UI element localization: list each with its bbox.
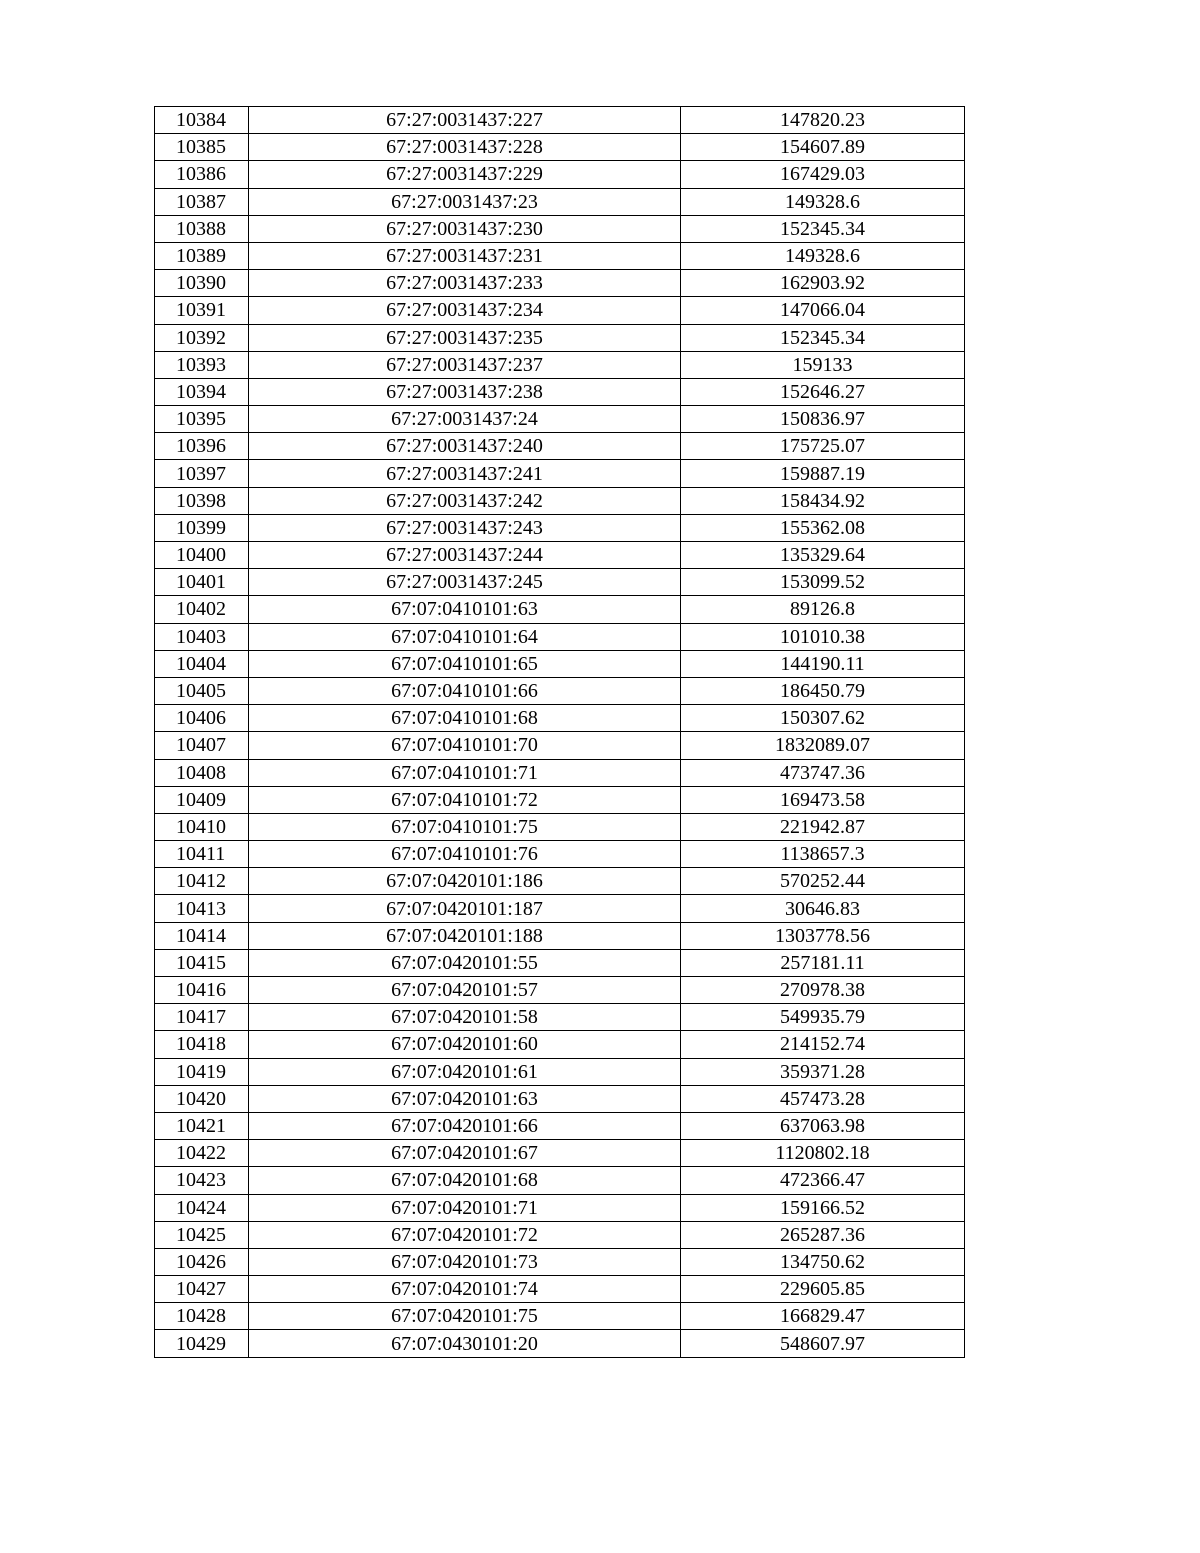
cadastral-value-cell: 257181.11 bbox=[681, 949, 965, 976]
row-number-cell: 10423 bbox=[155, 1167, 249, 1194]
cadastral-value-cell: 150307.62 bbox=[681, 705, 965, 732]
cadastral-value-cell: 153099.52 bbox=[681, 569, 965, 596]
cadastral-number-cell: 67:27:0031437:230 bbox=[249, 215, 681, 242]
row-number-cell: 10385 bbox=[155, 134, 249, 161]
row-number-cell: 10392 bbox=[155, 324, 249, 351]
row-number-cell: 10427 bbox=[155, 1276, 249, 1303]
cadastral-number-cell: 67:07:0420101:68 bbox=[249, 1167, 681, 1194]
cadastral-value-cell: 144190.11 bbox=[681, 650, 965, 677]
table-row bbox=[155, 1058, 965, 1085]
cadastral-value-cell: 147820.23 bbox=[681, 107, 965, 134]
table-row bbox=[155, 732, 965, 759]
row-number-cell: 10400 bbox=[155, 542, 249, 569]
cadastral-value-cell: 221942.87 bbox=[681, 813, 965, 840]
row-number-cell: 10416 bbox=[155, 977, 249, 1004]
row-number-cell: 10424 bbox=[155, 1194, 249, 1221]
cadastral-value-cell: 169473.58 bbox=[681, 786, 965, 813]
row-number-cell: 10406 bbox=[155, 705, 249, 732]
cadastral-value-cell: 152345.34 bbox=[681, 324, 965, 351]
cadastral-number-cell: 67:07:0420101:61 bbox=[249, 1058, 681, 1085]
cadastral-number-cell: 67:27:0031437:241 bbox=[249, 460, 681, 487]
row-number-cell: 10387 bbox=[155, 188, 249, 215]
cadastral-value-cell: 214152.74 bbox=[681, 1031, 965, 1058]
cadastral-number-cell: 67:27:0031437:227 bbox=[249, 107, 681, 134]
cadastral-number-cell: 67:07:0420101:188 bbox=[249, 922, 681, 949]
row-number-cell: 10429 bbox=[155, 1330, 249, 1357]
cadastral-number-cell: 67:27:0031437:240 bbox=[249, 433, 681, 460]
cadastral-number-cell: 67:27:0031437:231 bbox=[249, 242, 681, 269]
cadastral-value-cell: 149328.6 bbox=[681, 242, 965, 269]
cadastral-value-cell: 549935.79 bbox=[681, 1004, 965, 1031]
row-number-cell: 10407 bbox=[155, 732, 249, 759]
row-number-cell: 10420 bbox=[155, 1085, 249, 1112]
table-row bbox=[155, 542, 965, 569]
row-number-cell: 10426 bbox=[155, 1248, 249, 1275]
row-number-cell: 10425 bbox=[155, 1221, 249, 1248]
row-number-cell: 10409 bbox=[155, 786, 249, 813]
cadastral-number-cell: 67:07:0410101:71 bbox=[249, 759, 681, 786]
cadastral-number-cell: 67:27:0031437:238 bbox=[249, 378, 681, 405]
cadastral-value-cell: 167429.03 bbox=[681, 161, 965, 188]
cadastral-value-cell: 162903.92 bbox=[681, 270, 965, 297]
cadastral-number-cell: 67:07:0420101:63 bbox=[249, 1085, 681, 1112]
table-row bbox=[155, 650, 965, 677]
row-number-cell: 10401 bbox=[155, 569, 249, 596]
table-row bbox=[155, 1112, 965, 1139]
cadastral-number-cell: 67:07:0420101:187 bbox=[249, 895, 681, 922]
table-row bbox=[155, 623, 965, 650]
table-row bbox=[155, 215, 965, 242]
cadastral-number-cell: 67:07:0420101:73 bbox=[249, 1248, 681, 1275]
table-row bbox=[155, 895, 965, 922]
cadastral-value-table bbox=[154, 106, 965, 1358]
cadastral-number-cell: 67:07:0420101:66 bbox=[249, 1112, 681, 1139]
table-row bbox=[155, 242, 965, 269]
cadastral-value-cell: 175725.07 bbox=[681, 433, 965, 460]
cadastral-value-cell: 154607.89 bbox=[681, 134, 965, 161]
cadastral-number-cell: 67:07:0420101:71 bbox=[249, 1194, 681, 1221]
table-row bbox=[155, 759, 965, 786]
table-row bbox=[155, 841, 965, 868]
table-row bbox=[155, 786, 965, 813]
row-number-cell: 10405 bbox=[155, 677, 249, 704]
cadastral-value-cell: 1120802.18 bbox=[681, 1140, 965, 1167]
table-row bbox=[155, 596, 965, 623]
table-row bbox=[155, 188, 965, 215]
table-row bbox=[155, 324, 965, 351]
cadastral-number-cell: 67:27:0031437:235 bbox=[249, 324, 681, 351]
row-number-cell: 10398 bbox=[155, 487, 249, 514]
row-number-cell: 10389 bbox=[155, 242, 249, 269]
table-row bbox=[155, 270, 965, 297]
table-row bbox=[155, 922, 965, 949]
table-row bbox=[155, 1330, 965, 1357]
cadastral-value-cell: 473747.36 bbox=[681, 759, 965, 786]
cadastral-value-cell: 152345.34 bbox=[681, 215, 965, 242]
table-row bbox=[155, 813, 965, 840]
table-row bbox=[155, 1276, 965, 1303]
table-row bbox=[155, 569, 965, 596]
table-row bbox=[155, 161, 965, 188]
cadastral-value-cell: 1138657.3 bbox=[681, 841, 965, 868]
row-number-cell: 10418 bbox=[155, 1031, 249, 1058]
cadastral-value-cell: 1832089.07 bbox=[681, 732, 965, 759]
row-number-cell: 10394 bbox=[155, 378, 249, 405]
table-row bbox=[155, 949, 965, 976]
cadastral-value-cell: 89126.8 bbox=[681, 596, 965, 623]
table-row bbox=[155, 1085, 965, 1112]
cadastral-value-cell: 147066.04 bbox=[681, 297, 965, 324]
cadastral-value-cell: 159887.19 bbox=[681, 460, 965, 487]
cadastral-value-cell: 134750.62 bbox=[681, 1248, 965, 1275]
row-number-cell: 10388 bbox=[155, 215, 249, 242]
row-number-cell: 10403 bbox=[155, 623, 249, 650]
cadastral-number-cell: 67:27:0031437:23 bbox=[249, 188, 681, 215]
table-row bbox=[155, 1248, 965, 1275]
cadastral-value-cell: 637063.98 bbox=[681, 1112, 965, 1139]
cadastral-value-cell: 186450.79 bbox=[681, 677, 965, 704]
row-number-cell: 10417 bbox=[155, 1004, 249, 1031]
cadastral-value-cell: 270978.38 bbox=[681, 977, 965, 1004]
row-number-cell: 10410 bbox=[155, 813, 249, 840]
table-row bbox=[155, 868, 965, 895]
cadastral-number-cell: 67:07:0410101:72 bbox=[249, 786, 681, 813]
cadastral-value-cell: 265287.36 bbox=[681, 1221, 965, 1248]
cadastral-number-cell: 67:07:0420101:186 bbox=[249, 868, 681, 895]
cadastral-value-cell: 159133 bbox=[681, 351, 965, 378]
row-number-cell: 10402 bbox=[155, 596, 249, 623]
cadastral-number-cell: 67:07:0410101:64 bbox=[249, 623, 681, 650]
table-row bbox=[155, 351, 965, 378]
cadastral-value-cell: 158434.92 bbox=[681, 487, 965, 514]
cadastral-number-cell: 67:07:0420101:60 bbox=[249, 1031, 681, 1058]
row-number-cell: 10408 bbox=[155, 759, 249, 786]
row-number-cell: 10404 bbox=[155, 650, 249, 677]
cadastral-number-cell: 67:27:0031437:229 bbox=[249, 161, 681, 188]
table-row bbox=[155, 460, 965, 487]
cadastral-number-cell: 67:07:0410101:63 bbox=[249, 596, 681, 623]
cadastral-number-cell: 67:07:0420101:72 bbox=[249, 1221, 681, 1248]
cadastral-value-cell: 457473.28 bbox=[681, 1085, 965, 1112]
table-row bbox=[155, 1004, 965, 1031]
cadastral-number-cell: 67:07:0410101:65 bbox=[249, 650, 681, 677]
row-number-cell: 10384 bbox=[155, 107, 249, 134]
row-number-cell: 10386 bbox=[155, 161, 249, 188]
row-number-cell: 10421 bbox=[155, 1112, 249, 1139]
table-row bbox=[155, 705, 965, 732]
cadastral-number-cell: 67:27:0031437:233 bbox=[249, 270, 681, 297]
row-number-cell: 10393 bbox=[155, 351, 249, 378]
cadastral-number-cell: 67:27:0031437:242 bbox=[249, 487, 681, 514]
cadastral-value-cell: 548607.97 bbox=[681, 1330, 965, 1357]
row-number-cell: 10396 bbox=[155, 433, 249, 460]
row-number-cell: 10413 bbox=[155, 895, 249, 922]
cadastral-number-cell: 67:07:0420101:74 bbox=[249, 1276, 681, 1303]
row-number-cell: 10397 bbox=[155, 460, 249, 487]
cadastral-number-cell: 67:07:0420101:75 bbox=[249, 1303, 681, 1330]
cadastral-value-cell: 155362.08 bbox=[681, 514, 965, 541]
cadastral-number-cell: 67:07:0430101:20 bbox=[249, 1330, 681, 1357]
table-row bbox=[155, 378, 965, 405]
table-body bbox=[155, 107, 965, 1358]
cadastral-value-cell: 152646.27 bbox=[681, 378, 965, 405]
cadastral-number-cell: 67:07:0410101:70 bbox=[249, 732, 681, 759]
cadastral-value-cell: 101010.38 bbox=[681, 623, 965, 650]
cadastral-number-cell: 67:07:0410101:76 bbox=[249, 841, 681, 868]
cadastral-number-cell: 67:07:0420101:58 bbox=[249, 1004, 681, 1031]
table-row bbox=[155, 297, 965, 324]
cadastral-value-cell: 30646.83 bbox=[681, 895, 965, 922]
cadastral-number-cell: 67:27:0031437:245 bbox=[249, 569, 681, 596]
cadastral-number-cell: 67:07:0410101:75 bbox=[249, 813, 681, 840]
cadastral-number-cell: 67:07:0420101:57 bbox=[249, 977, 681, 1004]
row-number-cell: 10412 bbox=[155, 868, 249, 895]
table-row bbox=[155, 1031, 965, 1058]
cadastral-number-cell: 67:07:0420101:55 bbox=[249, 949, 681, 976]
cadastral-number-cell: 67:07:0410101:68 bbox=[249, 705, 681, 732]
cadastral-value-cell: 359371.28 bbox=[681, 1058, 965, 1085]
table-row bbox=[155, 1194, 965, 1221]
row-number-cell: 10415 bbox=[155, 949, 249, 976]
row-number-cell: 10411 bbox=[155, 841, 249, 868]
table-row bbox=[155, 1303, 965, 1330]
cadastral-number-cell: 67:27:0031437:228 bbox=[249, 134, 681, 161]
row-number-cell: 10399 bbox=[155, 514, 249, 541]
cadastral-number-cell: 67:07:0410101:66 bbox=[249, 677, 681, 704]
row-number-cell: 10422 bbox=[155, 1140, 249, 1167]
cadastral-value-cell: 149328.6 bbox=[681, 188, 965, 215]
row-number-cell: 10419 bbox=[155, 1058, 249, 1085]
cadastral-value-cell: 1303778.56 bbox=[681, 922, 965, 949]
cadastral-number-cell: 67:27:0031437:237 bbox=[249, 351, 681, 378]
cadastral-number-cell: 67:27:0031437:234 bbox=[249, 297, 681, 324]
cadastral-value-cell: 159166.52 bbox=[681, 1194, 965, 1221]
table-row bbox=[155, 487, 965, 514]
table-row bbox=[155, 1140, 965, 1167]
table-row bbox=[155, 677, 965, 704]
table-row bbox=[155, 514, 965, 541]
table-row bbox=[155, 107, 965, 134]
table-row bbox=[155, 433, 965, 460]
row-number-cell: 10391 bbox=[155, 297, 249, 324]
cadastral-value-cell: 135329.64 bbox=[681, 542, 965, 569]
table-row bbox=[155, 134, 965, 161]
cadastral-number-cell: 67:27:0031437:24 bbox=[249, 406, 681, 433]
table-row bbox=[155, 977, 965, 1004]
cadastral-value-cell: 472366.47 bbox=[681, 1167, 965, 1194]
cadastral-value-cell: 166829.47 bbox=[681, 1303, 965, 1330]
table-row bbox=[155, 1167, 965, 1194]
row-number-cell: 10395 bbox=[155, 406, 249, 433]
cadastral-value-cell: 229605.85 bbox=[681, 1276, 965, 1303]
cadastral-value-cell: 150836.97 bbox=[681, 406, 965, 433]
cadastral-number-cell: 67:07:0420101:67 bbox=[249, 1140, 681, 1167]
table-row bbox=[155, 406, 965, 433]
row-number-cell: 10428 bbox=[155, 1303, 249, 1330]
cadastral-value-cell: 570252.44 bbox=[681, 868, 965, 895]
cadastral-number-cell: 67:27:0031437:243 bbox=[249, 514, 681, 541]
row-number-cell: 10414 bbox=[155, 922, 249, 949]
table-row bbox=[155, 1221, 965, 1248]
cadastral-number-cell: 67:27:0031437:244 bbox=[249, 542, 681, 569]
row-number-cell: 10390 bbox=[155, 270, 249, 297]
